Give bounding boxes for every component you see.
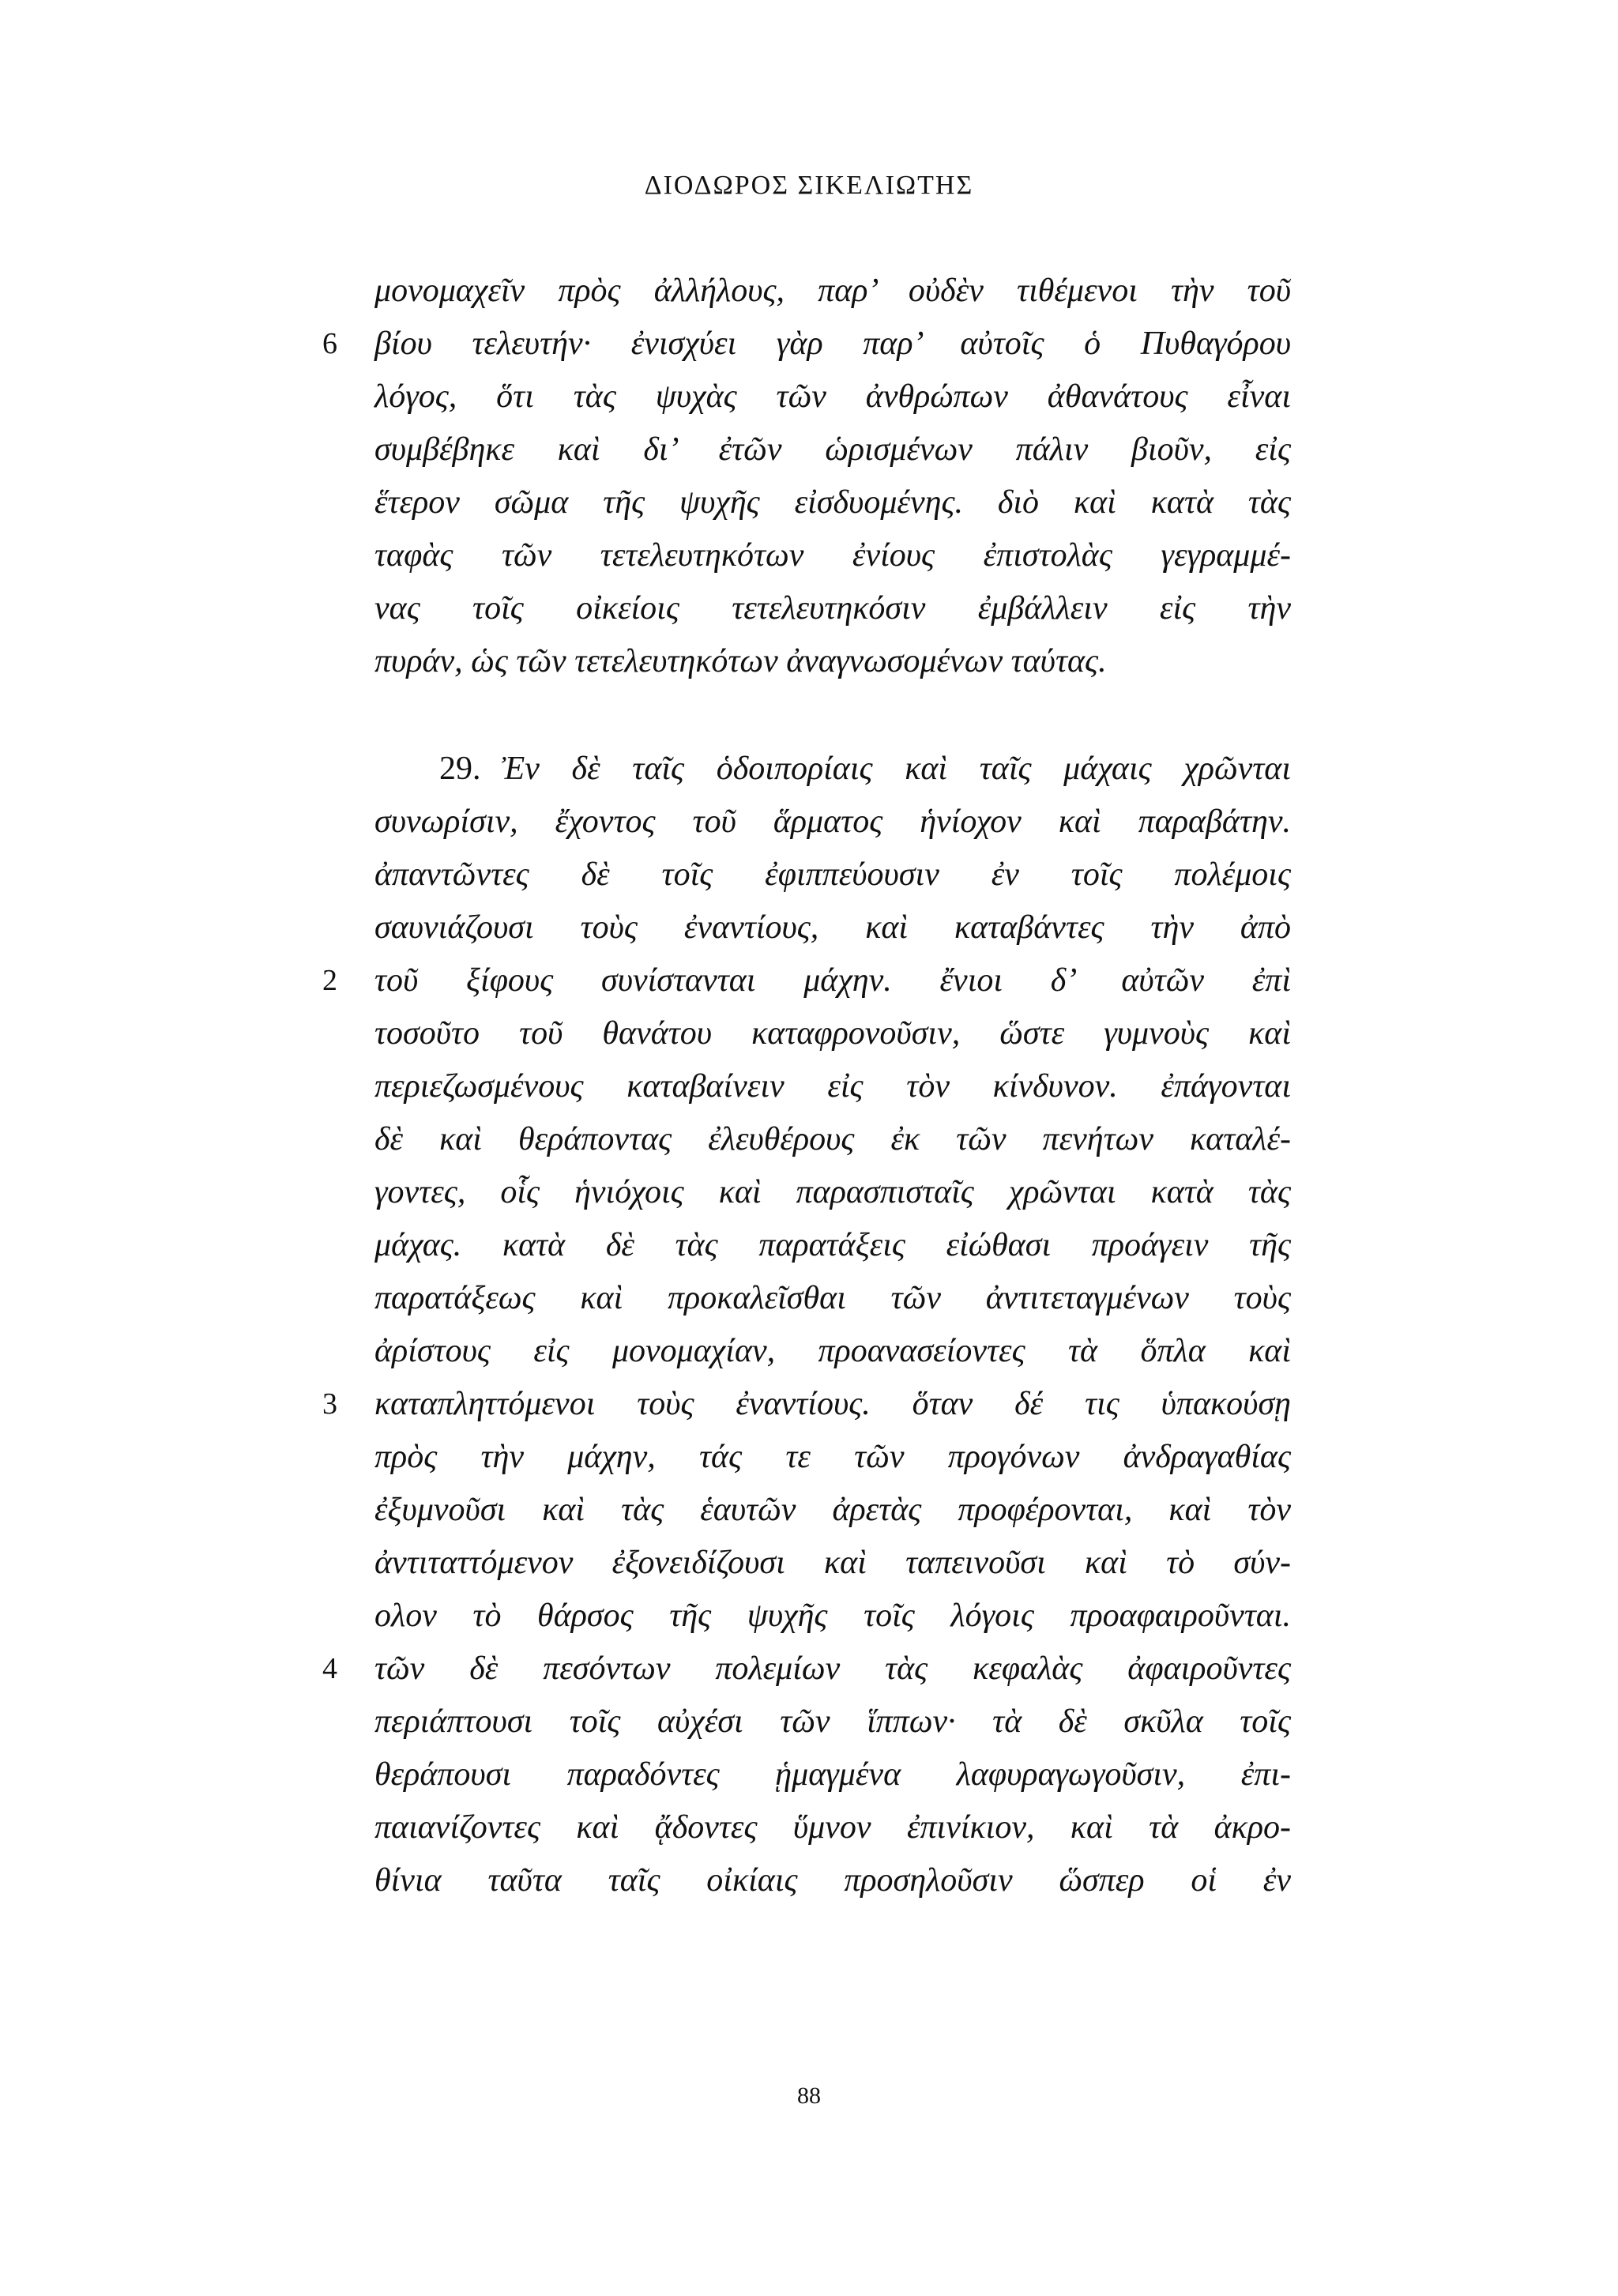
- text-line: τοῦ ξίφους συνίστανται μάχην. ἔνιοι δ’ αὐτῶν ἐπὶ: [374, 962, 1291, 999]
- text-line: ἀπαντῶντες δὲ τοῖς ἐφιππεύουσιν ἐν τοῖς πολέμοις: [374, 856, 1291, 893]
- text-line: Ἐν δὲ ταῖς ὁδοιπορίαις καὶ ταῖς μάχαις χρῶνται: [501, 751, 1291, 787]
- chapter-number: 29.: [439, 751, 481, 787]
- text-line: καταπληττόμενοι τοὺς ἐναντίους. ὅταν δέ τις ὑπακούσῃ: [374, 1386, 1291, 1422]
- section-number: 2: [322, 964, 337, 997]
- section-number: 3: [322, 1387, 337, 1421]
- text-line: περιεζωσμένους καταβαίνειν εἰς τὸν κίνδυνον. ἐπάγονται: [374, 1068, 1291, 1105]
- text-line: ἀντιταττόμενον ἐξονειδίζουσι καὶ ταπεινοῦσι καὶ τὸ σύν-: [374, 1545, 1291, 1581]
- running-head: ΔΙΟΔΩΡΟΣ ΣΙΚΕΛΙΩΤΗΣ: [644, 171, 974, 200]
- text-line: βίου τελευτήν· ἐνισχύει γὰρ παρ’ αὐτοῖς ὁ Πυθαγόρου: [374, 326, 1291, 362]
- text-line: συνωρίσιν, ἔχοντος τοῦ ἅρματος ἡνίοχον καὶ παραβάτην.: [374, 804, 1291, 840]
- text-line: σαυνιάζουσι τοὺς ἐναντίους, καὶ καταβάντες τὴν ἀπὸ: [374, 909, 1291, 946]
- text-line: θεράπουσι παραδόντες ᾑμαγμένα λαφυραγωγοῦσιν, ἐπι-: [374, 1756, 1291, 1793]
- text-line: νας τοῖς οἰκείοις τετελευτηκόσιν ἐμβάλλειν εἰς τὴν: [374, 590, 1291, 627]
- text-line: μονομαχεῖν πρὸς ἀλλήλους, παρ’ οὐδὲν τιθέμενοι τὴν τοῦ: [374, 273, 1291, 309]
- section-number: 6: [322, 327, 337, 360]
- section-number: 4: [322, 1652, 337, 1685]
- text-line: περιάπτουσι τοῖς αὐχέσι τῶν ἵππων· τὰ δὲ σκῦλα τοῖς: [374, 1703, 1291, 1740]
- text-line: πρὸς τὴν μάχην, τάς τε τῶν προγόνων ἀνδραγαθίας: [374, 1439, 1291, 1475]
- text-line: πυράν, ὡς τῶν τετελευτηκότων ἀναγνωσομένων ταύτας.: [374, 643, 1107, 679]
- text-line: θίνια ταῦτα ταῖς οἰκίαις προσηλοῦσιν ὥσπερ οἱ ἐν: [374, 1862, 1291, 1899]
- text-line: γοντες, οἷς ἡνιόχοις καὶ παρασπισταῖς χρῶνται κατὰ τὰς: [374, 1174, 1291, 1210]
- page-number: 88: [797, 2083, 821, 2109]
- text-line: τῶν δὲ πεσόντων πολεμίων τὰς κεφαλὰς ἀφαιροῦντες: [374, 1650, 1291, 1687]
- text-line: ἕτερον σῶμα τῆς ψυχῆς εἰσδυομένης. διὸ καὶ κατὰ τὰς: [374, 484, 1291, 521]
- text-line: συμβέβηκε καὶ δι’ ἐτῶν ὡρισμένων πάλιν βιοῦν, εἰς: [374, 431, 1291, 468]
- chapter-first-line: [439, 745, 1291, 792]
- text-line: παιανίζοντες καὶ ᾄδοντες ὕμνον ἐπινίκιον, καὶ τὰ ἀκρο-: [374, 1809, 1291, 1846]
- text-line: ολον τὸ θάρσος τῆς ψυχῆς τοῖς λόγοις προαφαιροῦνται.: [374, 1598, 1291, 1634]
- text-line: ἐξυμνοῦσι καὶ τὰς ἑαυτῶν ἀρετὰς προφέρονται, καὶ τὸν: [374, 1492, 1291, 1528]
- text-line: παρατάξεως καὶ προκαλεῖσθαι τῶν ἀντιτεταγμένων τοὺς: [374, 1280, 1291, 1316]
- text-line: λόγος, ὅτι τὰς ψυχὰς τῶν ἀνθρώπων ἀθανάτους εἶναι: [374, 378, 1291, 415]
- text-line: τοσοῦτο τοῦ θανάτου καταφρονοῦσιν, ὥστε γυμνοὺς καὶ: [374, 1015, 1291, 1052]
- text-line: μάχας. κατὰ δὲ τὰς παρατάξεις εἰώθασι προάγειν τῆς: [374, 1227, 1291, 1263]
- text-line: ταφὰς τῶν τετελευτηκότων ἐνίους ἐπιστολὰς γεγραμμέ-: [374, 537, 1291, 574]
- text-line: ἀρίστους εἰς μονομαχίαν, προανασείοντες τὰ ὅπλα καὶ: [374, 1333, 1291, 1369]
- text-line: δὲ καὶ θεράποντας ἐλευθέρους ἐκ τῶν πενήτων καταλέ-: [374, 1121, 1291, 1157]
